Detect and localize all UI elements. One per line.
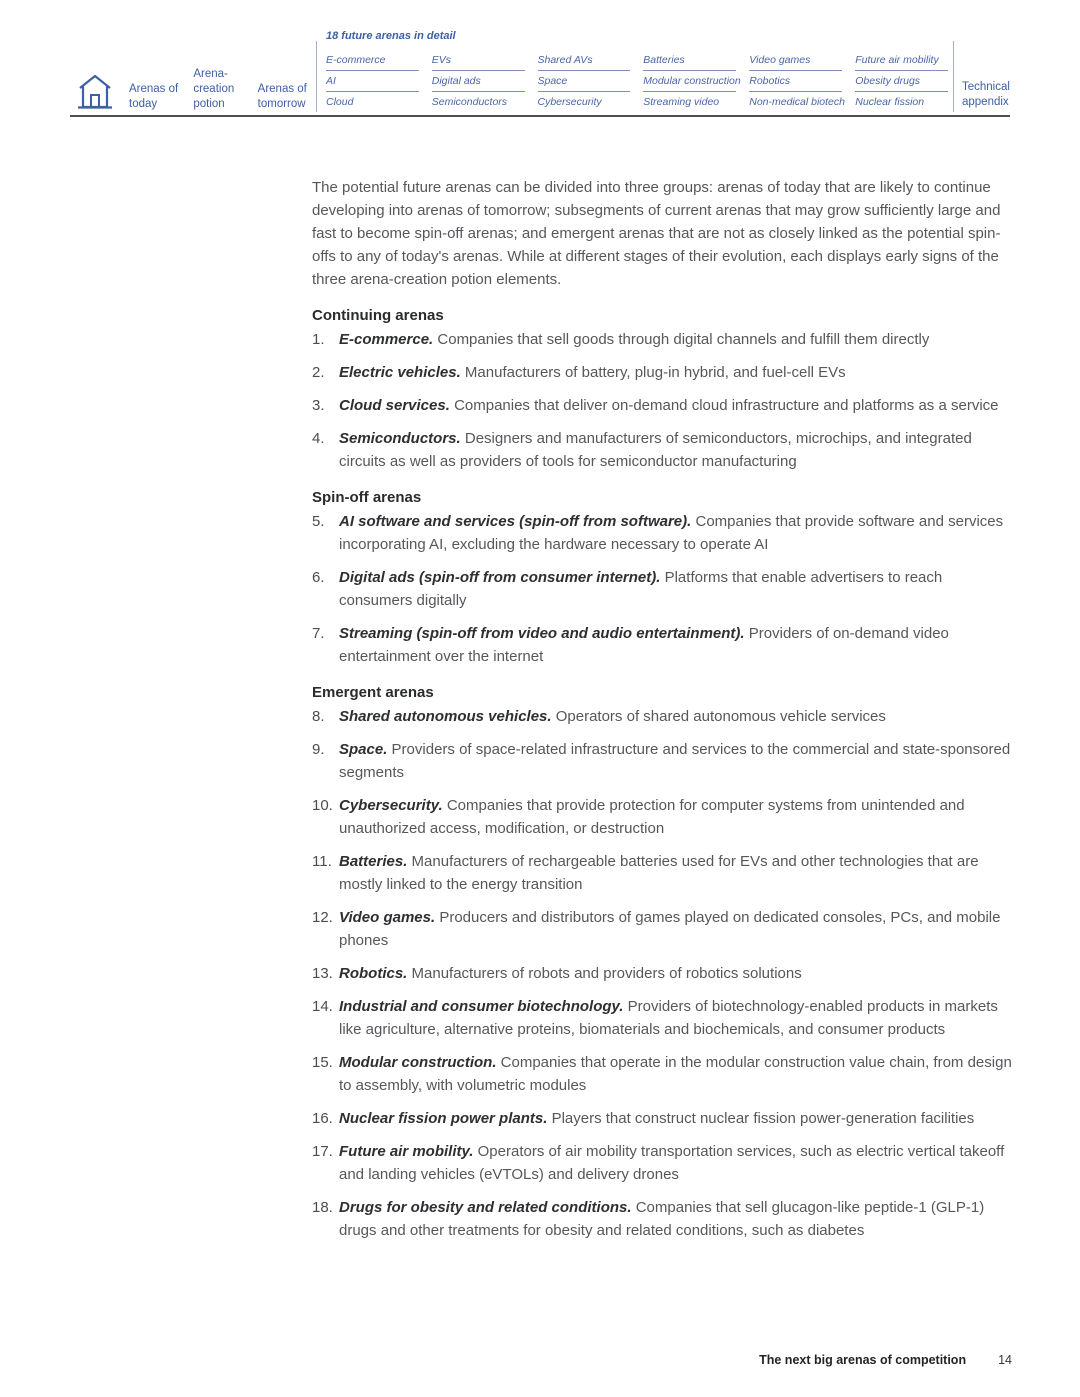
list-item xyxy=(312,794,1012,840)
arena-name: Video games. xyxy=(339,909,436,926)
arena-description: Companies that provide software and services incorporating AI, excluding the hardware necessary to operate AI xyxy=(339,513,1004,553)
mini-table-column xyxy=(749,50,845,113)
home-icon[interactable] xyxy=(74,71,116,113)
arena-name: Industrial and consumer biotechnology. xyxy=(339,998,624,1015)
mini-table-column xyxy=(643,50,741,113)
arena-sections xyxy=(312,304,1012,1242)
list-item xyxy=(312,705,1012,728)
item-number: 13. xyxy=(312,965,333,982)
arena-name: Batteries. xyxy=(339,853,408,870)
arena-description: Companies that sell glucagon-like peptide-1 (GLP-1) drugs and other treatments for obesity and related conditions, such as diabetes xyxy=(339,1199,985,1239)
list-item xyxy=(312,738,1012,784)
header-tab[interactable]: Arenas of today xyxy=(129,83,179,110)
list-item xyxy=(312,906,1012,952)
item-number: 6. xyxy=(312,569,325,586)
mini-arena-link[interactable]: Video games xyxy=(749,50,842,71)
list-item xyxy=(312,427,1012,473)
section-items xyxy=(312,705,1012,1242)
arena-description: Providers of on-demand video entertainment over the internet xyxy=(339,625,949,665)
arena-description: Companies that deliver on-demand cloud infrastructure and platforms as a service xyxy=(454,397,999,414)
mini-arena-link[interactable]: AI xyxy=(326,71,419,92)
item-number: 16. xyxy=(312,1110,333,1127)
arena-description: Manufacturers of battery, plug-in hybrid, and fuel-cell EVs xyxy=(464,364,846,381)
list-item xyxy=(312,622,1012,668)
arena-name: Cybersecurity. xyxy=(339,797,443,814)
arena-description: Manufacturers of robots and providers of robotics solutions xyxy=(411,965,802,982)
arena-description: Producers and distributors of games played on dedicated consoles, PCs, and mobile phones xyxy=(339,909,1001,949)
arena-section xyxy=(312,681,1012,1242)
item-number: 15. xyxy=(312,1054,333,1071)
arena-description: Operators of air mobility transportation services, such as electric vertical takeoff and landing vehicles (eVTOLs) and delivery drones xyxy=(339,1143,1005,1183)
mini-arena-link[interactable]: Non-medical biotech xyxy=(749,96,845,108)
section-heading: Continuing arenas xyxy=(312,307,444,324)
list-item xyxy=(312,510,1012,556)
mini-arena-link[interactable]: Space xyxy=(538,71,631,92)
arena-description: Providers of biotechnology-enabled products in markets like agriculture, alternative proteins, biomaterials and biochemicals, and consumer products xyxy=(339,998,998,1038)
item-number: 18. xyxy=(312,1199,333,1216)
arena-name: Space. xyxy=(339,741,388,758)
arena-name: Drugs for obesity and related conditions. xyxy=(339,1199,632,1216)
arena-name: Shared autonomous vehicles. xyxy=(339,708,552,725)
arena-description: Manufacturers of rechargeable batteries used for EVs and other technologies that are mostly linked to the energy transition xyxy=(339,853,979,893)
mini-table-column xyxy=(538,50,631,113)
arena-name: Cloud services. xyxy=(339,397,450,414)
header-divider xyxy=(316,41,317,112)
arena-name: Electric vehicles. xyxy=(339,364,461,381)
list-item xyxy=(312,1107,1012,1130)
mini-table-columns xyxy=(326,50,948,113)
mini-arena-link[interactable]: Semiconductors xyxy=(431,96,508,108)
arena-description: Companies that provide protection for computer systems from unintended and unauthorized access, modification, or destruction xyxy=(339,797,965,837)
item-number: 17. xyxy=(312,1143,333,1160)
mini-arena-link[interactable]: Digital ads xyxy=(432,71,525,92)
mini-table-column xyxy=(855,50,948,113)
item-number: 5. xyxy=(312,513,325,530)
mini-table-column xyxy=(432,50,525,113)
mini-arena-link[interactable]: EVs xyxy=(432,50,525,71)
list-item xyxy=(312,1051,1012,1097)
mini-arena-link[interactable]: Streaming video xyxy=(643,96,720,108)
list-item xyxy=(312,1140,1012,1186)
item-number: 3. xyxy=(312,397,325,414)
arena-name: Semiconductors. xyxy=(339,430,461,447)
arena-description: Platforms that enable advertisers to reach consumers digitally xyxy=(339,569,943,609)
arena-name: Streaming (spin-off from video and audio entertainment). xyxy=(339,625,745,642)
item-number: 2. xyxy=(312,364,325,381)
mini-arena-link[interactable]: Batteries xyxy=(643,50,736,71)
page-number: 14 xyxy=(998,1353,1012,1367)
arena-name: Modular construction. xyxy=(339,1054,497,1071)
item-number: 11. xyxy=(312,853,332,870)
mini-arena-link[interactable]: Modular construction xyxy=(643,71,736,92)
arena-description: Operators of shared autonomous vehicle services xyxy=(555,708,886,725)
arena-name: Future air mobility. xyxy=(339,1143,474,1160)
list-item xyxy=(312,394,1012,417)
mini-arena-link[interactable]: Shared AVs xyxy=(538,50,631,71)
arena-name: AI software and services (spin-off from software). xyxy=(339,513,692,530)
tab-technical-appendix[interactable]: Technical appendix xyxy=(962,81,1010,108)
header-tabs xyxy=(129,40,309,112)
mini-arenas-table xyxy=(326,30,948,113)
arena-description: Companies that operate in the modular construction value chain, from design to assembly, with volumetric modules xyxy=(339,1054,1012,1094)
item-number: 4. xyxy=(312,430,325,447)
arena-section xyxy=(312,304,1012,473)
mini-arena-link[interactable]: Obesity drugs xyxy=(855,71,948,92)
item-number: 7. xyxy=(312,625,325,642)
header-tab[interactable]: Arenas of tomorrow xyxy=(257,83,307,110)
page-footer xyxy=(759,1352,1012,1368)
header-rule xyxy=(70,115,1010,117)
list-item xyxy=(312,995,1012,1041)
item-number: 10. xyxy=(312,797,333,814)
arena-description: Providers of space-related infrastructure and services to the commercial and state-sponsored segments xyxy=(339,741,1011,781)
mini-arena-link[interactable]: Cloud xyxy=(326,96,354,108)
arena-name: Nuclear fission power plants. xyxy=(339,1110,548,1127)
list-item xyxy=(312,1196,1012,1242)
arena-description: Companies that sell goods through digital channels and fulfill them directly xyxy=(437,331,930,348)
mini-arena-link[interactable]: Cybersecurity xyxy=(537,96,602,108)
mini-arena-link[interactable]: Robotics xyxy=(749,71,842,92)
header-divider xyxy=(953,41,954,112)
item-number: 1. xyxy=(312,331,325,348)
section-heading: Emergent arenas xyxy=(312,684,434,701)
mini-table-column xyxy=(326,50,419,113)
list-item xyxy=(312,566,1012,612)
page-header xyxy=(0,0,1080,118)
section-heading: Spin-off arenas xyxy=(312,489,422,506)
main-content xyxy=(312,176,1012,1252)
item-number: 9. xyxy=(312,741,325,758)
intro-paragraph: The potential future arenas can be divided into three groups: arenas of today that are likely to continue developing into arenas of tomorrow; subsegments of current arenas that may grow sufficiently large and fast to become spin-off arenas; and emergent arenas that are not as closely linked as the potential spin-offs to any of today's arenas. While at different stages of their evolution, each displays early signs of the three arena-creation potion elements. xyxy=(312,179,1001,288)
list-item xyxy=(312,361,1012,384)
list-item xyxy=(312,962,1012,985)
arena-name: E-commerce. xyxy=(339,331,434,348)
mini-arena-link[interactable]: Nuclear fission xyxy=(855,96,925,108)
arena-description: Players that construct nuclear fission power-generation facilities xyxy=(551,1110,975,1127)
report-title: The next big arenas of competition xyxy=(759,1353,967,1367)
item-number: 14. xyxy=(312,998,333,1015)
mini-table-title: 18 future arenas in detail xyxy=(326,30,456,42)
list-item xyxy=(312,328,1012,351)
arena-name: Robotics. xyxy=(339,965,408,982)
section-items xyxy=(312,328,1012,473)
mini-arena-link[interactable]: Future air mobility xyxy=(855,50,948,71)
list-item xyxy=(312,850,1012,896)
mini-arena-link[interactable]: E-commerce xyxy=(326,50,419,71)
item-number: 8. xyxy=(312,708,325,725)
item-number: 12. xyxy=(312,909,333,926)
header-tab[interactable]: Arena-creation potion xyxy=(193,68,235,110)
arena-description: Designers and manufacturers of semiconductors, microchips, and integrated circuits as well as providers of tools for semiconductor manufacturing xyxy=(339,430,972,470)
section-items xyxy=(312,510,1012,668)
arena-section xyxy=(312,486,1012,668)
arena-name: Digital ads (spin-off from consumer internet). xyxy=(339,569,661,586)
